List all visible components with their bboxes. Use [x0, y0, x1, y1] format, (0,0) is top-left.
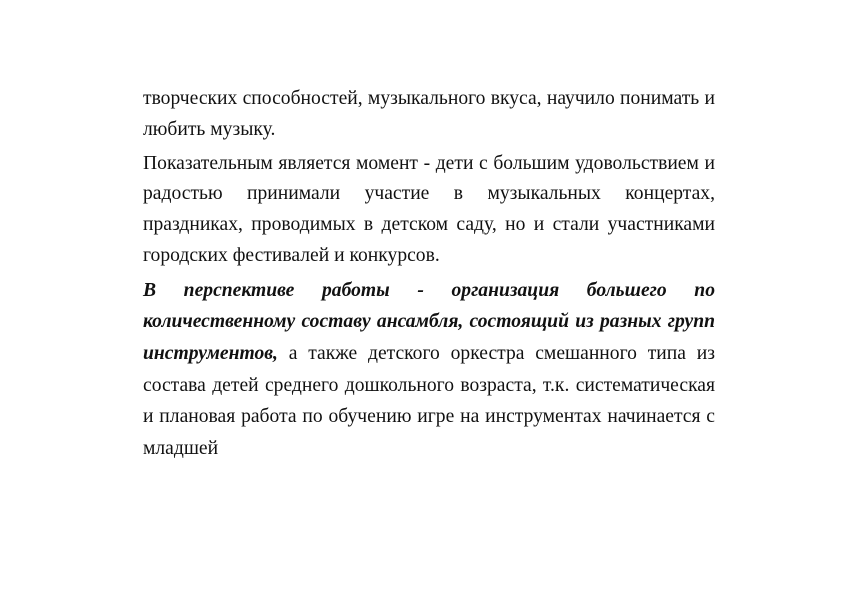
paragraph-2-text: Показательным является момент - дети с большим удовольствием и радостью принимали участие в музыкальных концертах, праздниках, проводимых в детском саду, но и стали участниками городских фестивалей и конкурсов.	[143, 152, 715, 266]
paragraph-2	[143, 149, 715, 272]
paragraph-1-text: творческих способностей, музыкального вкуса, научило понимать и любить музыку.	[143, 88, 715, 140]
paragraph-3-emphasis: В перспективе работы - организация большего по количественному составу ансамбля, состоящий из разных групп инструментов,	[143, 279, 715, 364]
text-body	[143, 84, 715, 464]
paragraph-1	[143, 84, 715, 146]
paragraph-3	[143, 275, 715, 465]
paragraph-3-text: а также детского оркестра смешанного типа из состава детей среднего дошкольного возраста, т.к. систематическая и плановая работа по обучению игре на инструментах начинается с младшей	[143, 342, 715, 459]
